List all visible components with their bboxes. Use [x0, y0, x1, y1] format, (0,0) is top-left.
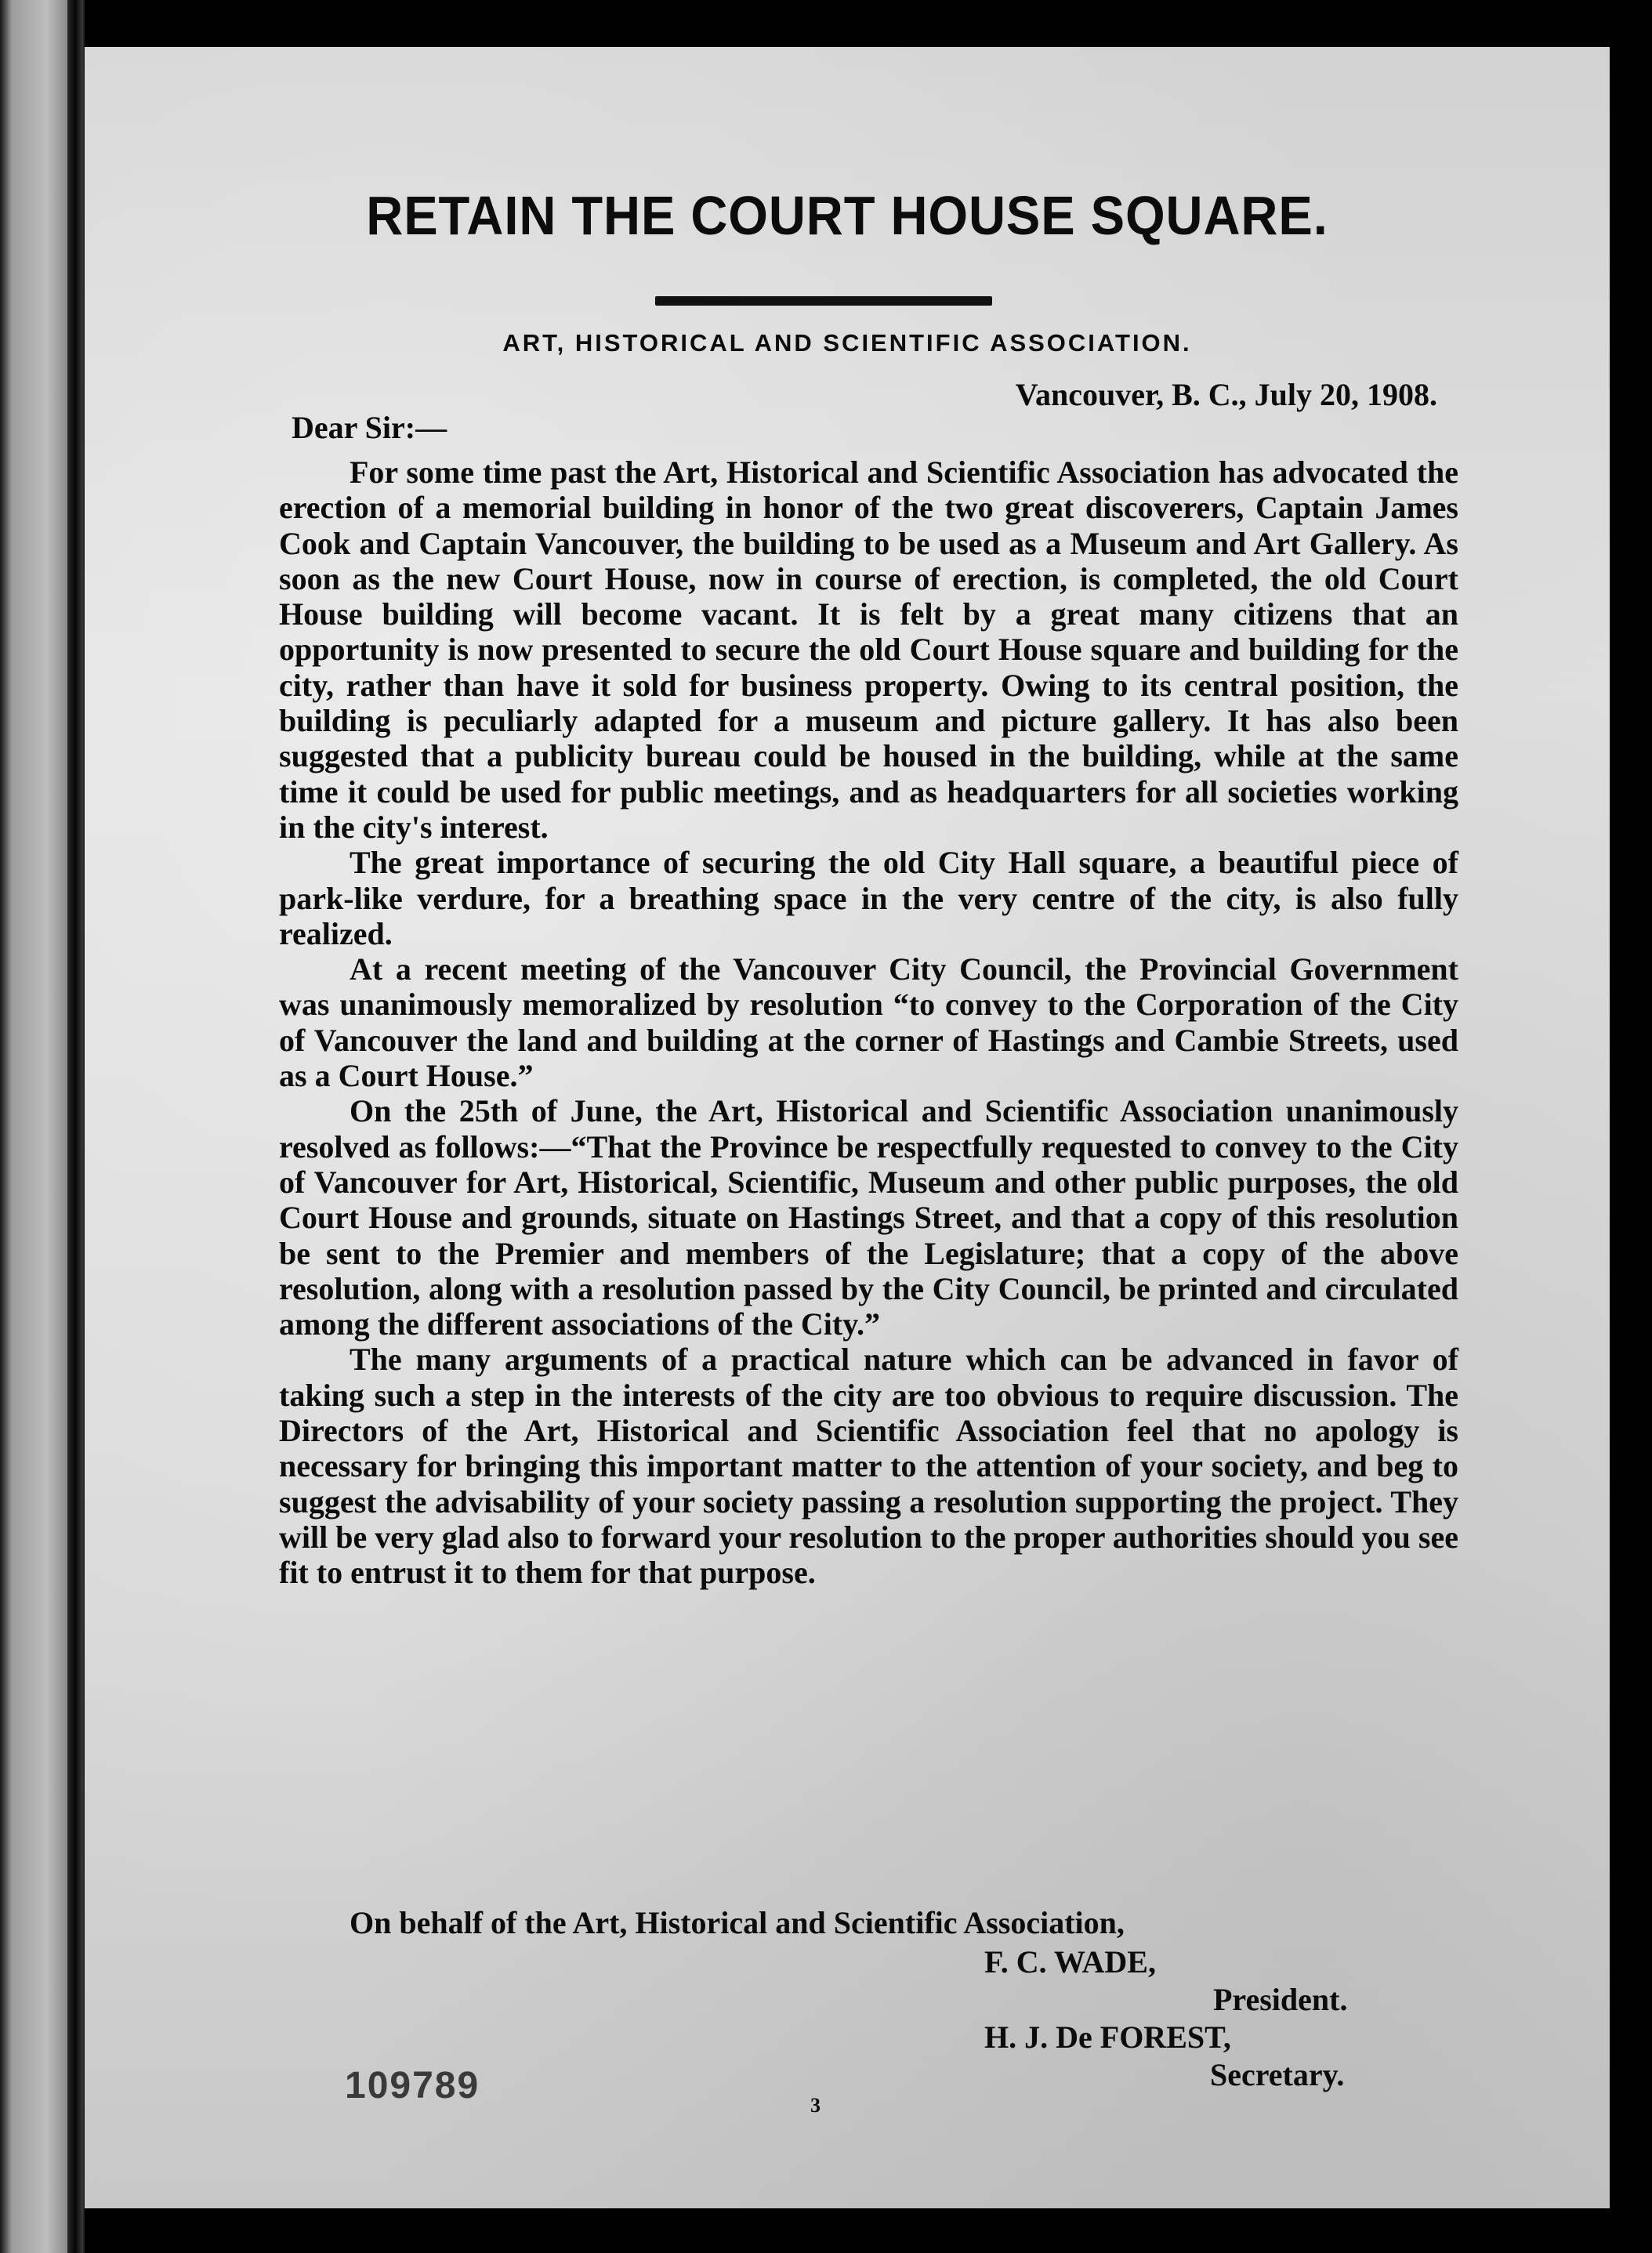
- dateline: Vancouver, B. C., July 20, 1908.: [1015, 377, 1437, 412]
- page-number: 3: [810, 2094, 821, 2117]
- paragraph-4: On the 25th of June, the Art, Historical and Scientific Association unanimously resolved as follows:—“That the Province be respectfully requested to convey to the City of Vancouver for Art, Historical, Scientific, Museum and other public purposes, the old Court House and grounds, situate on Hastings Street, and that a copy of this resolution be sent to the Premier and members of the Legislature; that a copy of the above resolution, along with a resolution passed by the City Council, be printed and circulated among the different associations of the City.”: [279, 1093, 1458, 1342]
- president-title: President.: [1213, 1982, 1348, 2017]
- stamp-number: 109789: [345, 2065, 480, 2106]
- document-page: [85, 47, 1610, 2208]
- film-fold-line: [67, 0, 83, 2253]
- paragraph-2: The great importance of securing the old City Hall square, a beautiful piece of park-like verdure, for a breathing space in the very centre of the city, is also fully realized.: [279, 845, 1458, 951]
- title-rule: [655, 296, 992, 306]
- document-title: RETAIN THE COURT HOUSE SQUARE.: [366, 185, 1328, 246]
- secretary-name: H. J. De FOREST,: [984, 2019, 1231, 2055]
- paragraph-5: The many arguments of a practical nature which can be advanced in favor of taking such a step in the interests of the city are too obvious to require discussion. The Directors of the Art, Historical and Scientific Association feel that no apology is necessary for bringing this important matter to the attention of your society, and beg to suggest the advisability of your society passing a resolution supporting the project. They will be very glad also to forward your resolution to the proper authorities should you see fit to entrust it to them for that purpose.: [279, 1342, 1458, 1591]
- secretary-title: Secretary.: [1210, 2057, 1345, 2092]
- paragraph-1: For some time past the Art, Historical and Scientific Association has advocated the erection of a memorial building in honor of the two great discoverers, Captain James Cook and Captain Vancouver, the building to be used as a Museum and Art Gallery. As soon as the new Court House, now in course of erection, is completed, the old Court House building will become vacant. It is felt by a great many citizens that an opportunity is now presented to secure the old Court House square and building for the city, rather than have it sold for business property. Owing to its central position, the building is peculiarly adapted for a museum and picture gallery. It has also been suggested that a publicity bureau could be housed in the building, while at the same time it could be used for public meetings, and as headquarters for all societies working in the city's interest.: [279, 455, 1458, 845]
- president-name: F. C. WADE,: [984, 1944, 1156, 1980]
- association-heading: ART, HISTORICAL AND SCIENTIFIC ASSOCIATION.: [502, 329, 1192, 357]
- salutation: Dear Sir:—: [292, 410, 447, 445]
- closing-line: On behalf of the Art, Historical and Scientific Association,: [350, 1905, 1125, 1940]
- letter-body: [279, 455, 1458, 1591]
- paragraph-3: At a recent meeting of the Vancouver City Council, the Provincial Government was unanimously memoralized by resolution “to convey to the Corporation of the City of Vancouver the land and building at the corner of Hastings and Cambie Streets, used as a Court House.”: [279, 951, 1458, 1094]
